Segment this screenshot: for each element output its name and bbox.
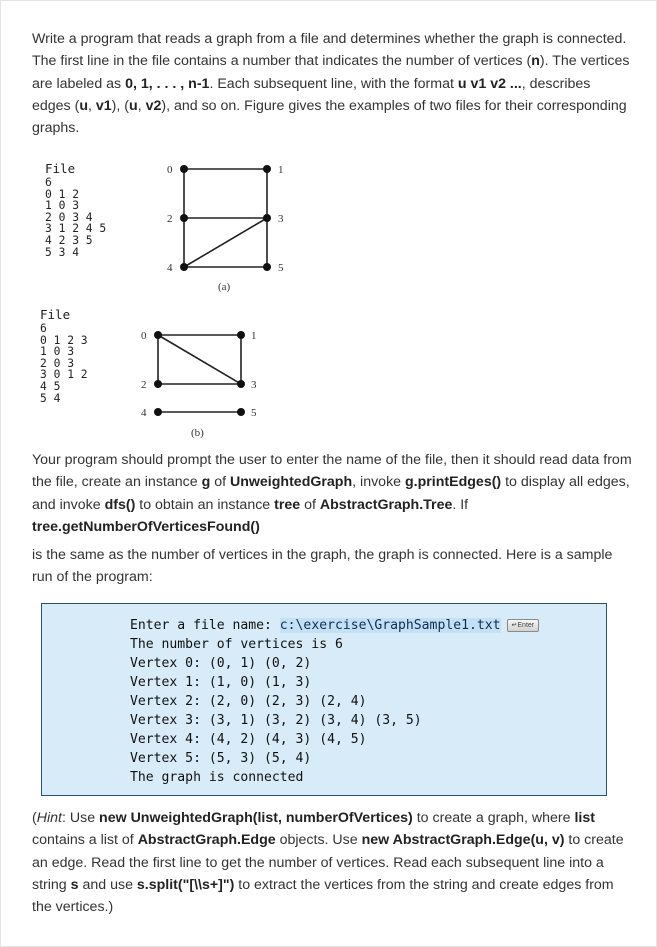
vertex-label-3: 3 <box>251 379 257 391</box>
vertex-0 <box>154 331 162 339</box>
vertex-3 <box>237 380 245 388</box>
sample-run-intro: is the same as the number of vertices in the graph, the graph is connected. Here is a sample run of the program: <box>32 547 613 586</box>
file-listing-a: File 6 0 1 2 1 0 3 2 0 3 4 3 1 2 4 5 4 2 3 5 5 3 4 <box>45 161 107 259</box>
console-input-value: c:\exercise\GraphSample1.txt <box>279 618 501 633</box>
vertex-2 <box>180 214 188 222</box>
vertex-label-1: 1 <box>278 164 284 176</box>
console-output-line: Vertex 5: (5, 3) (5, 4) <box>130 751 312 766</box>
console-output-line: The number of vertices is 6 <box>130 637 343 652</box>
hint-paragraph: (Hint: Use new UnweightedGraph(list, numberOfVertices) to create a graph, where list contains a list of AbstractGraph.Edge objects. Use new AbstractGraph.Edge(u, v) to create an edge. Read the first line to get the number of vertices. Read each subsequent line into a string s and use s.split("[\\s+]") to extract the vertices from the string and create edges from the vertices.) <box>32 810 624 916</box>
vertex-label-0: 0 <box>167 164 173 176</box>
console-output-line: Vertex 4: (4, 2) (4, 3) (4, 5) <box>130 732 367 747</box>
vertex-2 <box>154 380 162 388</box>
console-output-line: The graph is connected <box>130 770 304 785</box>
file-title-a: File <box>45 161 76 176</box>
edge-3-4 <box>184 218 267 267</box>
console-output-line: Vertex 3: (3, 1) (3, 2) (3, 4) (3, 5) <box>130 713 422 728</box>
vertex-1 <box>237 331 245 339</box>
vertex-label-0: 0 <box>141 330 147 342</box>
console-output-line: Vertex 1: (1, 0) (1, 3) <box>130 675 312 690</box>
console-output-line: Vertex 2: (2, 0) (2, 3) (2, 4) <box>130 694 367 709</box>
vertex-4 <box>180 263 188 271</box>
vertex-label-1: 1 <box>251 330 257 342</box>
intro-paragraph: Write a program that reads a graph from a file and determines whether the graph is connected. The first line in the file contains a number that indicates the number of vertices (n). The vertices are labeled as 0, 1, . . . , n-1. Each subsequent line, with the format u v1 v2 ..., describes edges (u, v1), (u, v2), and so on. Figure gives the examples of two files for their corresponding graphs. <box>32 31 630 137</box>
vertex-label-5: 5 <box>278 262 284 274</box>
graph-figure-a <box>161 159 301 299</box>
edge-0-3 <box>158 335 241 384</box>
vertex-label-4: 4 <box>167 262 173 274</box>
file-title-b: File <box>40 307 71 322</box>
graph-figure-b <box>135 325 275 445</box>
vertex-label-3: 3 <box>278 213 284 225</box>
figure-caption-a: (a) <box>218 281 231 293</box>
vertex-label-4: 4 <box>141 407 147 419</box>
vertex-label-5: 5 <box>251 407 257 419</box>
figure-caption-b: (b) <box>191 427 204 439</box>
sample-run-console <box>41 603 607 796</box>
console-prompt-line: Enter a file name: c:\exercise\GraphSample1.txt ↵Enter <box>130 616 539 635</box>
vertex-0 <box>180 165 188 173</box>
vertex-5 <box>263 263 271 271</box>
instructions-paragraph: Your program should prompt the user to enter the name of the file, then it should read data from the file, create an instance g of UnweightedGraph, invoke g.printEdges() to display all edges, and invoke dfs() to obtain an instance tree of AbstractGraph.Tree. If tree.getNumberOfVerticesFound() <box>32 452 632 535</box>
vertex-5 <box>237 408 245 416</box>
vertex-4 <box>154 408 162 416</box>
file-listing-b: File 6 0 1 2 3 1 0 3 2 0 3 3 0 1 2 4 5 5 4 <box>40 307 88 405</box>
vertex-label-2: 2 <box>141 379 147 391</box>
vertex-label-2: 2 <box>167 213 173 225</box>
vertex-1 <box>263 165 271 173</box>
enter-key-icon: ↵Enter <box>507 619 540 632</box>
vertex-3 <box>263 214 271 222</box>
console-output-line: Vertex 0: (0, 1) (0, 2) <box>130 656 312 671</box>
